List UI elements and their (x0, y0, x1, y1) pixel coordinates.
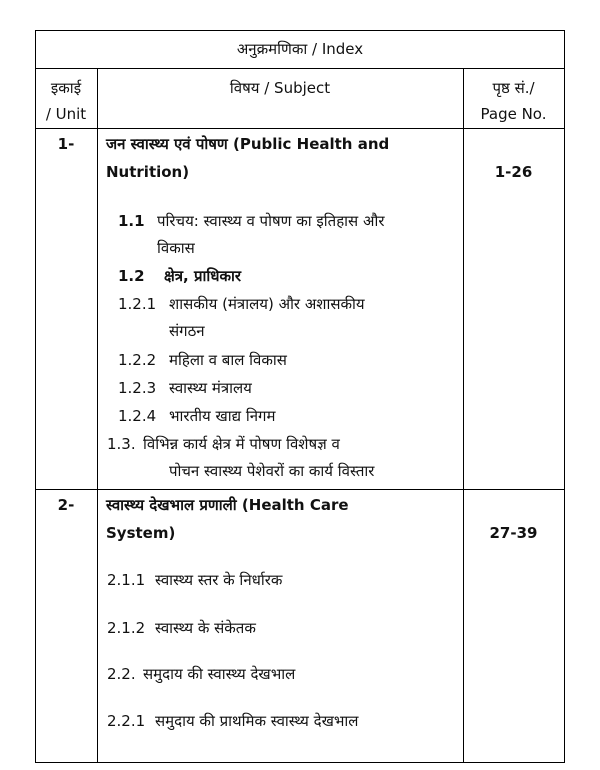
unit-title-line2: Nutrition) (106, 163, 190, 181)
item-text: समुदाय की प्राथमिक स्वास्थ्य देखभाल (155, 712, 359, 730)
subject-header: विषय / Subject (229, 79, 331, 97)
item-number: 1.2.4 (118, 407, 157, 425)
item-number: 1.2 (118, 267, 145, 285)
item-number: 1.2.2 (118, 351, 157, 369)
title-row-divider (35, 68, 565, 69)
unit-row-divider (35, 489, 565, 490)
unit-title-line1: स्वास्थ्य देखभाल प्रणाली (Health Care (106, 496, 349, 514)
item-text: भारतीय खाद्य निगम (169, 407, 276, 425)
unit-page-range: 1-26 (494, 163, 533, 181)
item-text: पोचन स्वास्थ्य पेशेवरों का कार्य विस्तार (169, 462, 375, 480)
item-text: स्वास्थ्य स्तर के निर्धारक (155, 571, 283, 589)
item-text: विकास (157, 239, 195, 257)
unit-page-range: 27-39 (489, 524, 538, 542)
table-right-border (564, 30, 565, 763)
item-number: 2.2. (107, 665, 136, 683)
unit-header-line2: / Unit (45, 105, 87, 123)
item-number: 2.1.1 (107, 571, 146, 589)
unit-header-line1: इकाई (50, 79, 82, 97)
unit-title-line1: जन स्वास्थ्य एवं पोषण (Public Health and (106, 135, 390, 153)
header-row-divider (35, 128, 565, 129)
item-text: समुदाय की स्वास्थ्य देखभाल (143, 665, 296, 683)
item-number: 2.1.2 (107, 619, 146, 637)
item-number: 2.2.1 (107, 712, 146, 730)
item-text: क्षेत्र, प्राधिकार (164, 267, 242, 285)
item-number: 1.2.1 (118, 295, 157, 313)
index-title: अनुक्रमणिका / Index (236, 40, 364, 58)
table-top-border (35, 30, 565, 31)
item-number: 1.2.3 (118, 379, 157, 397)
item-number: 1.3. (107, 435, 136, 453)
item-text: स्वास्थ्य मंत्रालय (169, 379, 252, 397)
unit-number: 1- (57, 135, 75, 153)
item-text: संगठन (169, 322, 205, 340)
item-number: 1.1 (118, 212, 145, 230)
item-text: स्वास्थ्य के संकेतक (155, 619, 256, 637)
page-header-line2: Page No. (480, 105, 547, 123)
unit-column-divider (97, 68, 98, 763)
table-bottom-border (35, 762, 565, 763)
page-header-line1: पृष्ठ सं./ (492, 79, 535, 97)
item-text: परिचय: स्वास्थ्य व पोषण का इतिहास और (157, 212, 385, 230)
unit-number: 2- (57, 496, 75, 514)
item-text: शासकीय (मंत्रालय) और अशासकीय (169, 295, 365, 313)
item-text: महिला व बाल विकास (169, 351, 287, 369)
item-text: विभिन्न कार्य क्षेत्र में पोषण विशेषज्ञ व (143, 435, 340, 453)
unit-title-line2: System) (106, 524, 176, 542)
